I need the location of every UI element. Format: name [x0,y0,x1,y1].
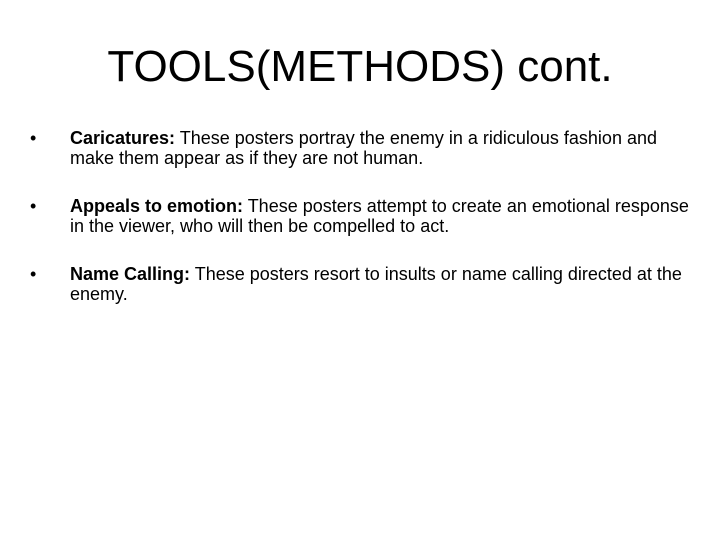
bullet-icon: • [30,128,37,148]
bullet-list [30,128,700,332]
bullet-item-name-calling [30,264,700,304]
bullet-term: Appeals to emotion: [70,196,244,216]
bullet-term: Name Calling: [70,264,191,284]
slide-title: TOOLS(METHODS) cont. [107,42,613,91]
bullet-term: Caricatures: [70,128,176,148]
bullet-icon: • [30,196,37,216]
bullet-item-appeals-to-emotion [30,196,700,236]
bullet-text: These posters attempt to create an emotional response in the viewer, who will then be compelled to act. [70,196,689,236]
bullet-text: These posters resort to insults or name calling directed at the enemy. [70,264,682,304]
bullet-text: These posters portray the enemy in a ridiculous fashion and make them appear as if they are not human. [70,128,657,168]
bullet-item-caricatures [30,128,700,168]
bullet-icon: • [30,264,37,284]
